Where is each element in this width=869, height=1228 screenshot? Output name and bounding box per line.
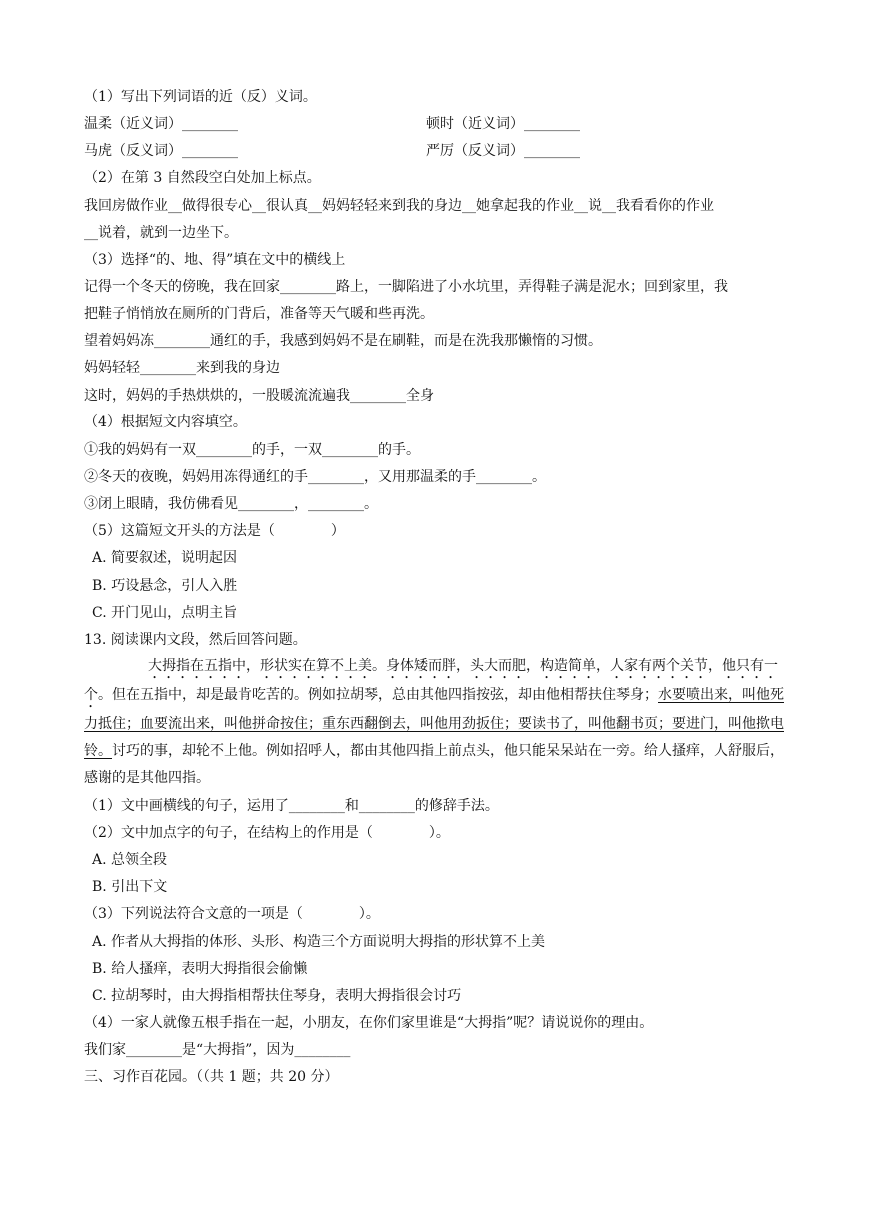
section-heading: 三、习作百花园。（（共 1 题；共 20 分） <box>84 1069 339 1085</box>
q13-part1-prompt: （1）文中画横线的句子，运用了________和________的修辞手法。 <box>84 798 499 814</box>
passage-text: 讨巧的事，却轮不上他。例如招呼人，都由其他四指上前点头，他只能呆呆站在一旁。给人搔痒，人舒服后，感谢的是其他四指。 <box>84 743 784 786</box>
q12-part1-prompt: （1）写出下列词语的近（反）义词。 <box>84 89 317 105</box>
synonym-item: 温柔（近义词）________ <box>84 116 238 132</box>
synonym-item: 马虎（反义词）________ <box>84 143 238 159</box>
choice-option: A. 作者从大拇指的体形、头形、构造三个方面说明大拇指的形状算不上美 <box>92 934 546 950</box>
punctuation-text: __说着，就到一边坐下。 <box>84 225 238 241</box>
fill-text: 把鞋子悄悄放在厕所的门背后，准备等天气暖和些再洗。 <box>84 306 434 322</box>
fill-text: 记得一个冬天的傍晚，我在回家________路上，一脚陷进了小水坑里，弄得鞋子满是泥水；回到家里，我 <box>84 279 728 295</box>
q12-part3-prompt: （3）选择“的、地、得”填在文中的横线上 <box>84 252 346 268</box>
choice-option: B. 引出下文 <box>92 879 168 895</box>
q12-part2-prompt: （2）在第 3 自然段空白处加上标点。 <box>84 170 321 186</box>
choice-option: B. 巧设悬念，引人入胜 <box>92 578 238 594</box>
q12-part4-prompt: （4）根据短文内容填空。 <box>84 414 247 430</box>
fill-item: ③闭上眼睛，我仿佛看见________，________。 <box>84 496 378 512</box>
synonym-item: 顿时（近义词）________ <box>426 116 580 132</box>
dotted-sentence: 大拇指在五指中，形状实在算不上美。身体矮而胖，头大而肥，构造简单，人家有两个关节，他只有一个。 <box>84 658 778 703</box>
synonym-item: 严厉（反义词）________ <box>426 143 580 159</box>
choice-option: A. 简要叙述，说明起因 <box>92 550 238 566</box>
choice-option: C. 开门见山，点明主旨 <box>92 605 238 621</box>
q13-passage <box>84 653 788 792</box>
q12-part5-prompt: （5）这篇短文开头的方法是（ ） <box>84 523 345 539</box>
fill-text: 望着妈妈冻________通红的手，我感到妈妈不是在刷鞋，而是在洗我那懒惰的习惯。 <box>84 333 602 349</box>
q13-part3-prompt: （3）下列说法符合文意的一项是（ ）。 <box>84 906 380 922</box>
fill-text: 妈妈轻轻________来到我的身边 <box>84 360 280 376</box>
q13-title: 13. 阅读课内文段，然后回答问题。 <box>84 632 307 648</box>
fill-item: ②冬天的夜晚，妈妈用冻得通红的手________，又用那温柔的手________。 <box>84 469 546 485</box>
underlined-sentence: 水要喷出来，叫他死力抵住；血要流出来，叫他拼命按住；重东西翻倒去，叫他用劲扳住；要读书了，叫他翻书页；要进门，叫他揿电铃。 <box>84 687 784 759</box>
punctuation-text: 我回房做作业__做得很专心__很认真__妈妈轻轻来到我的身边__她拿起我的作业__说__我看看你的作业 <box>84 198 714 214</box>
q13-part2-prompt: （2）文中加点字的句子，在结构上的作用是（ ）。 <box>84 825 450 841</box>
answer-line: 我们家________是“大拇指”，因为________ <box>84 1042 351 1058</box>
choice-option: C. 拉胡琴时，由大拇指相帮扶住琴身，表明大拇指很会讨巧 <box>92 988 462 1004</box>
fill-text: 这时，妈妈的手热烘烘的，一股暖流流遍我________全身 <box>84 388 434 404</box>
choice-option: A. 总领全段 <box>92 852 168 868</box>
fill-item: ①我的妈妈有一双________的手，一双________的手。 <box>84 442 420 458</box>
passage-text: 但在五指中，却是最肯吃苦的。例如拉胡琴，总由其他四指按弦，却由他相帮扶住琴身； <box>112 687 658 703</box>
q13-part4-prompt: （4）一家人就像五根手指在一起，小朋友，在你们家里谁是“大拇指”呢？请说说你的理由。 <box>84 1015 654 1031</box>
choice-option: B. 给人搔痒，表明大拇指很会偷懒 <box>92 961 308 977</box>
